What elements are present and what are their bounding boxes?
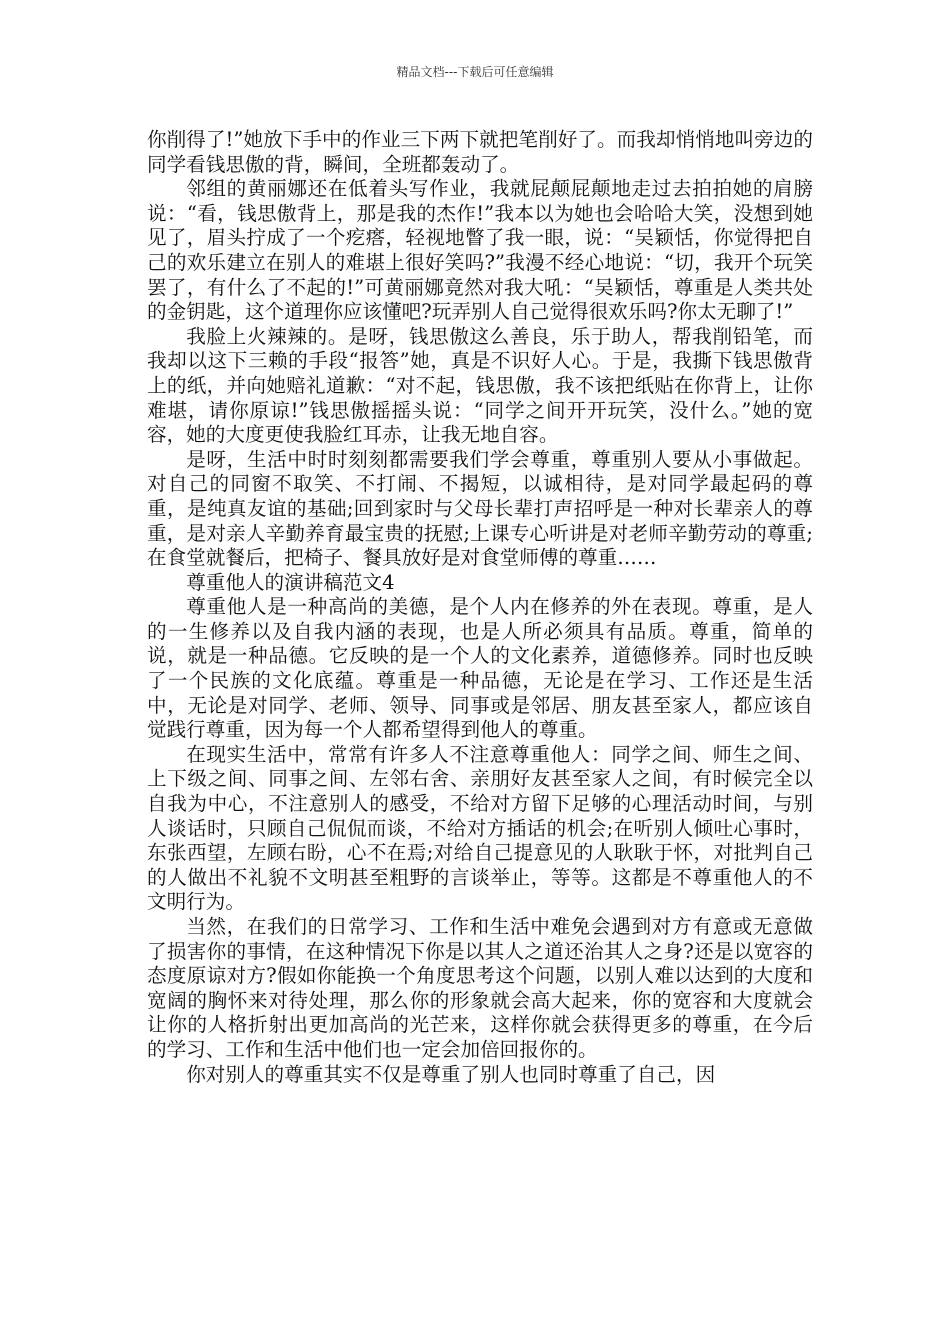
paragraph-8: 你对别人的尊重其实不仅是尊重了别人也同时尊重了自己，因	[186, 1062, 716, 1086]
paragraph-4: 是呀，生活中时时刻刻都需要我们学会尊重，尊重别人要从小事做起。对自己的同窗不取笑、不打闹、不揭短，以诚相待，是对同学最起码的尊重，是纯真友谊的基础;回到家时与父母长辈打声招呼是一种对长辈亲人的尊重，是对亲人辛勤养育最宝贵的抚慰;上课专心听讲是对老师辛勤劳动的尊重;在食堂就餐后，把椅子、餐具放好是对食堂师傅的尊重……	[147, 447, 813, 570]
paragraph-5: 尊重他人是一种高尚的美德，是个人内在修养的外在表现。尊重，是人的一生修养以及自我内涵的表现，也是人所必须具有品质。尊重，简单的说，就是一种品德。它反映的是一个人的文化素养，道德修养。同时也反映了一个民族的文化底蕴。尊重是一种品德，无论是在学习、工作还是生活中，无论是对同学、老师、领导、同事或是邻居、朋友甚至家人，都应该自觉践行尊重，因为每一个人都希望得到他人的尊重。	[147, 595, 813, 742]
paragraph-2: 邻组的黄丽娜还在低着头写作业，我就屁颠屁颠地走过去拍拍她的肩膀说：“看，钱思傲背上，那是我的杰作!”我本以为她也会哈哈大笑，没想到她见了，眉头拧成了一个疙瘩，轻视地瞥了我一眼，说：“吴颖恬，你觉得把自己的欢乐建立在别人的难堪上很好笑吗?”我漫不经心地说：“切，我开个玩笑罢了，有什么了不起的!”可黄丽娜竟然对我大吼：“吴颖恬，尊重是人类共处的金钥匙，这个道理你应该懂吧?玩弄别人自己觉得很欢乐吗?你太无聊了!”	[147, 177, 813, 324]
section-heading: 尊重他人的演讲稿范文4	[186, 570, 395, 594]
paragraph-1: 你削得了!”她放下手中的作业三下两下就把笔削好了。而我却悄悄地叫旁边的同学看钱思傲的背，瞬间，全班都轰动了。	[147, 128, 813, 176]
paragraph-6: 在现实生活中，常常有许多人不注意尊重他人：同学之间、师生之间、上下级之间、同事之间、左邻右舍、亲朋好友甚至家人之间，有时候完全以自我为中心，不注意别人的感受，不给对方留下足够的心理活动时间，与别人谈话时，只顾自己侃侃而谈，不给对方插话的机会;在听别人倾吐心事时，东张西望，左顾右盼，心不在焉;对给自己提意见的人耿耿于怀，对批判自己的人做出不礼貌不文明甚至粗野的言谈举止，等等。这都是不尊重他人的不文明行为。	[147, 742, 813, 914]
document-body	[147, 128, 813, 1087]
paragraph-7: 当然，在我们的日常学习、工作和生活中难免会遇到对方有意或无意做了损害你的事情，在这种情况下你是以其人之道还治其人之身?还是以宽容的态度原谅对方?假如你能换一个角度思考这个问题，以别人难以达到的大度和宽阔的胸怀来对待处理，那么你的形象就会高大起来，你的宽容和大度就会让你的人格折射出更加高尚的光芒来，这样你就会获得更多的尊重，在今后的学习、工作和生活中他们也一定会加倍回报你的。	[147, 915, 813, 1061]
paragraph-3: 我脸上火辣辣的。是呀，钱思傲这么善良，乐于助人，帮我削铅笔，而我却以这下三赖的手段“报答”她，真是不识好人心。于是，我撕下钱思傲背上的纸，并向她赔礼道歉：“对不起，钱思傲，我不该把纸贴在你背上，让你难堪，请你原谅!”钱思傲摇摇头说：“同学之间开开玩笑，没什么。”她的宽容，她的大度更使我脸红耳赤，让我无地自容。	[147, 324, 813, 447]
page-header: 精品文档---下载后可任意编辑	[396, 65, 554, 79]
